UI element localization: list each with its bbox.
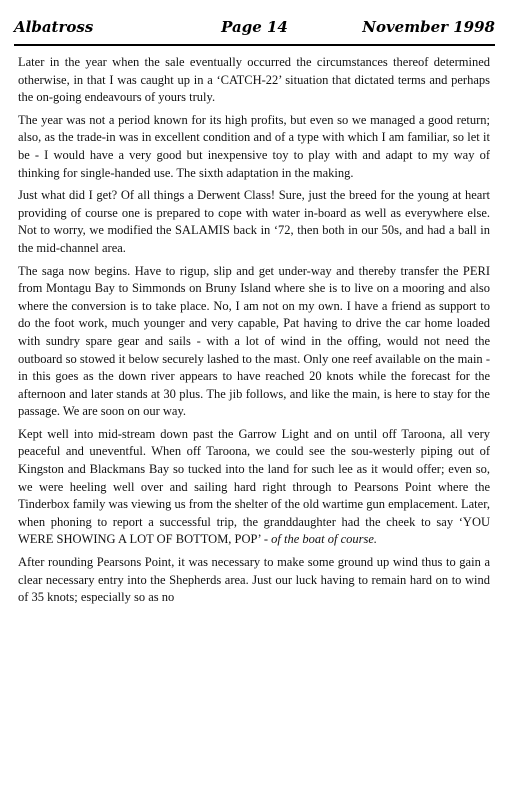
paragraph-1: Later in the year when the sale eventually occurred the circumstances thereof determined otherwise, in that I was caught up in a ‘CATCH-22’ situation that dictated terms and perhaps the on-going endeavours of yours truly.: [18, 55, 490, 105]
paragraph-4: The saga now begins. Have to rigup, slip and get under-way and thereby transfer the PERI from Montagu Bay to Simmonds on Bruny Island where she is to live on a mooring and also where the conversion is to take place. No, I am not on my own. I have a friend as support to do the foot work, much younger and very capable, Pat having to drive the car home loaded with sundry spare gear and sails - with a lot of wind in the offing, would not need the outboard so stowed it below securely lashed to the mast. Only one reef available on the main - in this goes as the down river appears to have reached 20 knots while the forecast for the afternoon and later stands at 30 plus. The jib follows, and like the main, is here to stay for the passage. We are soon on our way.: [18, 263, 490, 419]
paragraph-3: Just what did I get? Of all things a Derwent Class! Sure, just the breed for the young at heart providing of course one is prepared to cope with water in-board as well as everywhere else. Not to worry, we modified the SALAMIS back in ‘72, then both in our 50s, and had a ball in the mid-channel area.: [18, 188, 490, 255]
issue-date: November 1998: [362, 18, 495, 36]
paragraph-5-italic-aside: of the boat of course.: [271, 532, 378, 547]
newsletter-title: Albatross: [14, 18, 94, 36]
paragraph-2: The year was not a period known for its high profits, but even so we managed a good return; also, as the trade-in was in excellent condition and of a type with which I am familiar, so let it be - I would have a very good but inexpensive toy to play with and adapt to my way of thinking for single-handed use. The sixth adaptation in the making.: [18, 112, 490, 180]
page-header: [14, 6, 495, 40]
paragraph-5-text: Kept well into mid-stream down past the Garrow Light and on until off Taroona, all very peaceful and uneventful. When off Taroona, we could see the sou-westerly piping out of Kingston and Blackmans Bay so tucked into the land for such lee as it would offer; even so, we were heeling well over and sailing hard right through to Pearsons Point where the Tinderbox family was viewing us from the shelter of the old wartime gun emplacement. Later, when phoning to report a successful trip, the granddaughter had the cheek to say ‘YOU WERE SHOWING A LOT OF BOTTOM, POP’ -: [18, 426, 490, 547]
paragraph-6: After rounding Pearsons Point, it was necessary to make some ground up wind thus to gain a clear necessary entry into the Shepherds area. Just our luck having to remain hard on to wind of 35 knots; especially so as no: [18, 555, 490, 605]
article-body: [18, 54, 490, 794]
header-divider: [14, 44, 495, 46]
page-number: Page 14: [221, 18, 288, 36]
paragraph-5: [18, 426, 490, 549]
